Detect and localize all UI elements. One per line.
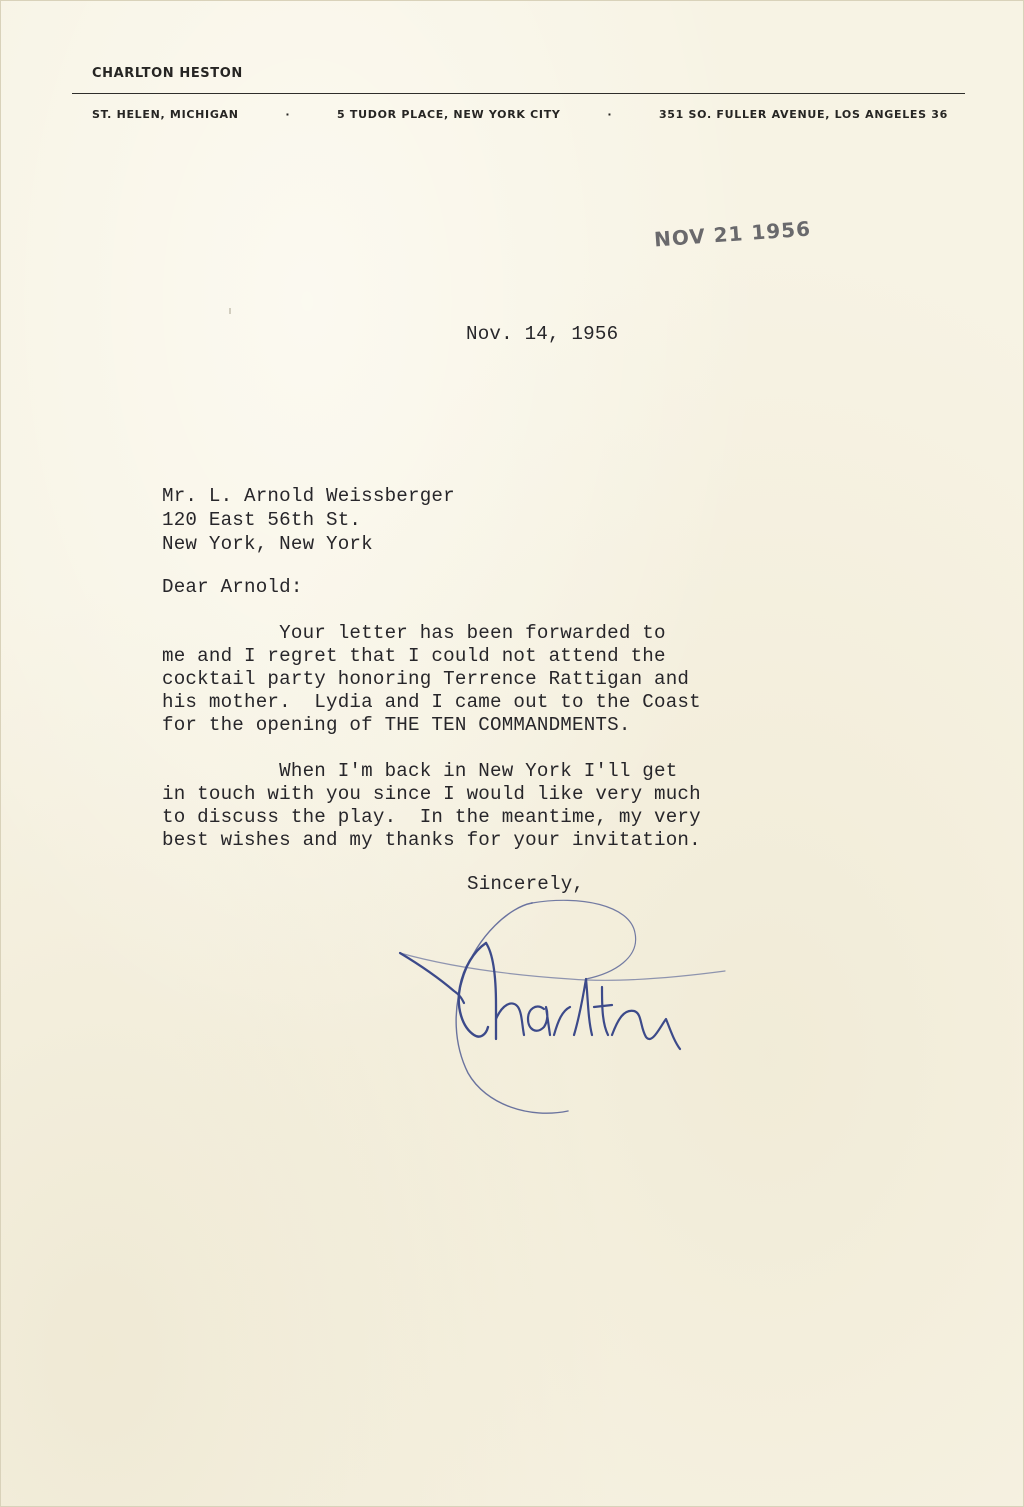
letterhead-address-michigan: ST. HELEN, MICHIGAN (92, 108, 239, 121)
paragraph-line: to discuss the play. In the meantime, my very (162, 806, 701, 828)
letterhead-name: CHARLTON HESTON (92, 66, 243, 81)
paragraph-line: for the opening of THE TEN COMMANDMENTS. (162, 714, 631, 736)
letterhead-addresses (92, 108, 948, 121)
letterhead-separator: · (607, 108, 613, 121)
recipient-street: 120 East 56th St. (162, 509, 362, 531)
paragraph-line: me and I regret that I could not attend the (162, 645, 666, 667)
body-paragraph-1 (162, 622, 701, 737)
closing: Sincerely, (467, 873, 585, 895)
handwritten-signature (390, 895, 730, 1125)
body-paragraph-2 (162, 760, 701, 852)
letterhead-address-new-york: 5 TUDOR PLACE, NEW YORK CITY (337, 108, 561, 121)
paragraph-line: his mother. Lydia and I came out to the Coast (162, 691, 701, 713)
letter-date: Nov. 14, 1956 (466, 323, 619, 345)
paragraph-line: best wishes and my thanks for your invitation. (162, 829, 701, 851)
letterhead-separator: · (285, 108, 291, 121)
paragraph-line: in touch with you since I would like very much (162, 783, 701, 805)
recipient-city: New York, New York (162, 533, 373, 555)
paper-speck (229, 308, 231, 314)
recipient-name: Mr. L. Arnold Weissberger (162, 485, 455, 507)
letterhead-address-los-angeles: 351 SO. FULLER AVENUE, LOS ANGELES 36 (658, 108, 948, 121)
letterhead-rule (72, 93, 965, 94)
received-date-stamp: NOV 21 1956 (653, 216, 812, 252)
salutation: Dear Arnold: (162, 576, 303, 598)
paragraph-line: Your letter has been forwarded to (162, 622, 666, 644)
paragraph-line: When I'm back in New York I'll get (162, 760, 678, 782)
recipient-address (162, 484, 455, 556)
paragraph-line: cocktail party honoring Terrence Rattigan and (162, 668, 690, 690)
